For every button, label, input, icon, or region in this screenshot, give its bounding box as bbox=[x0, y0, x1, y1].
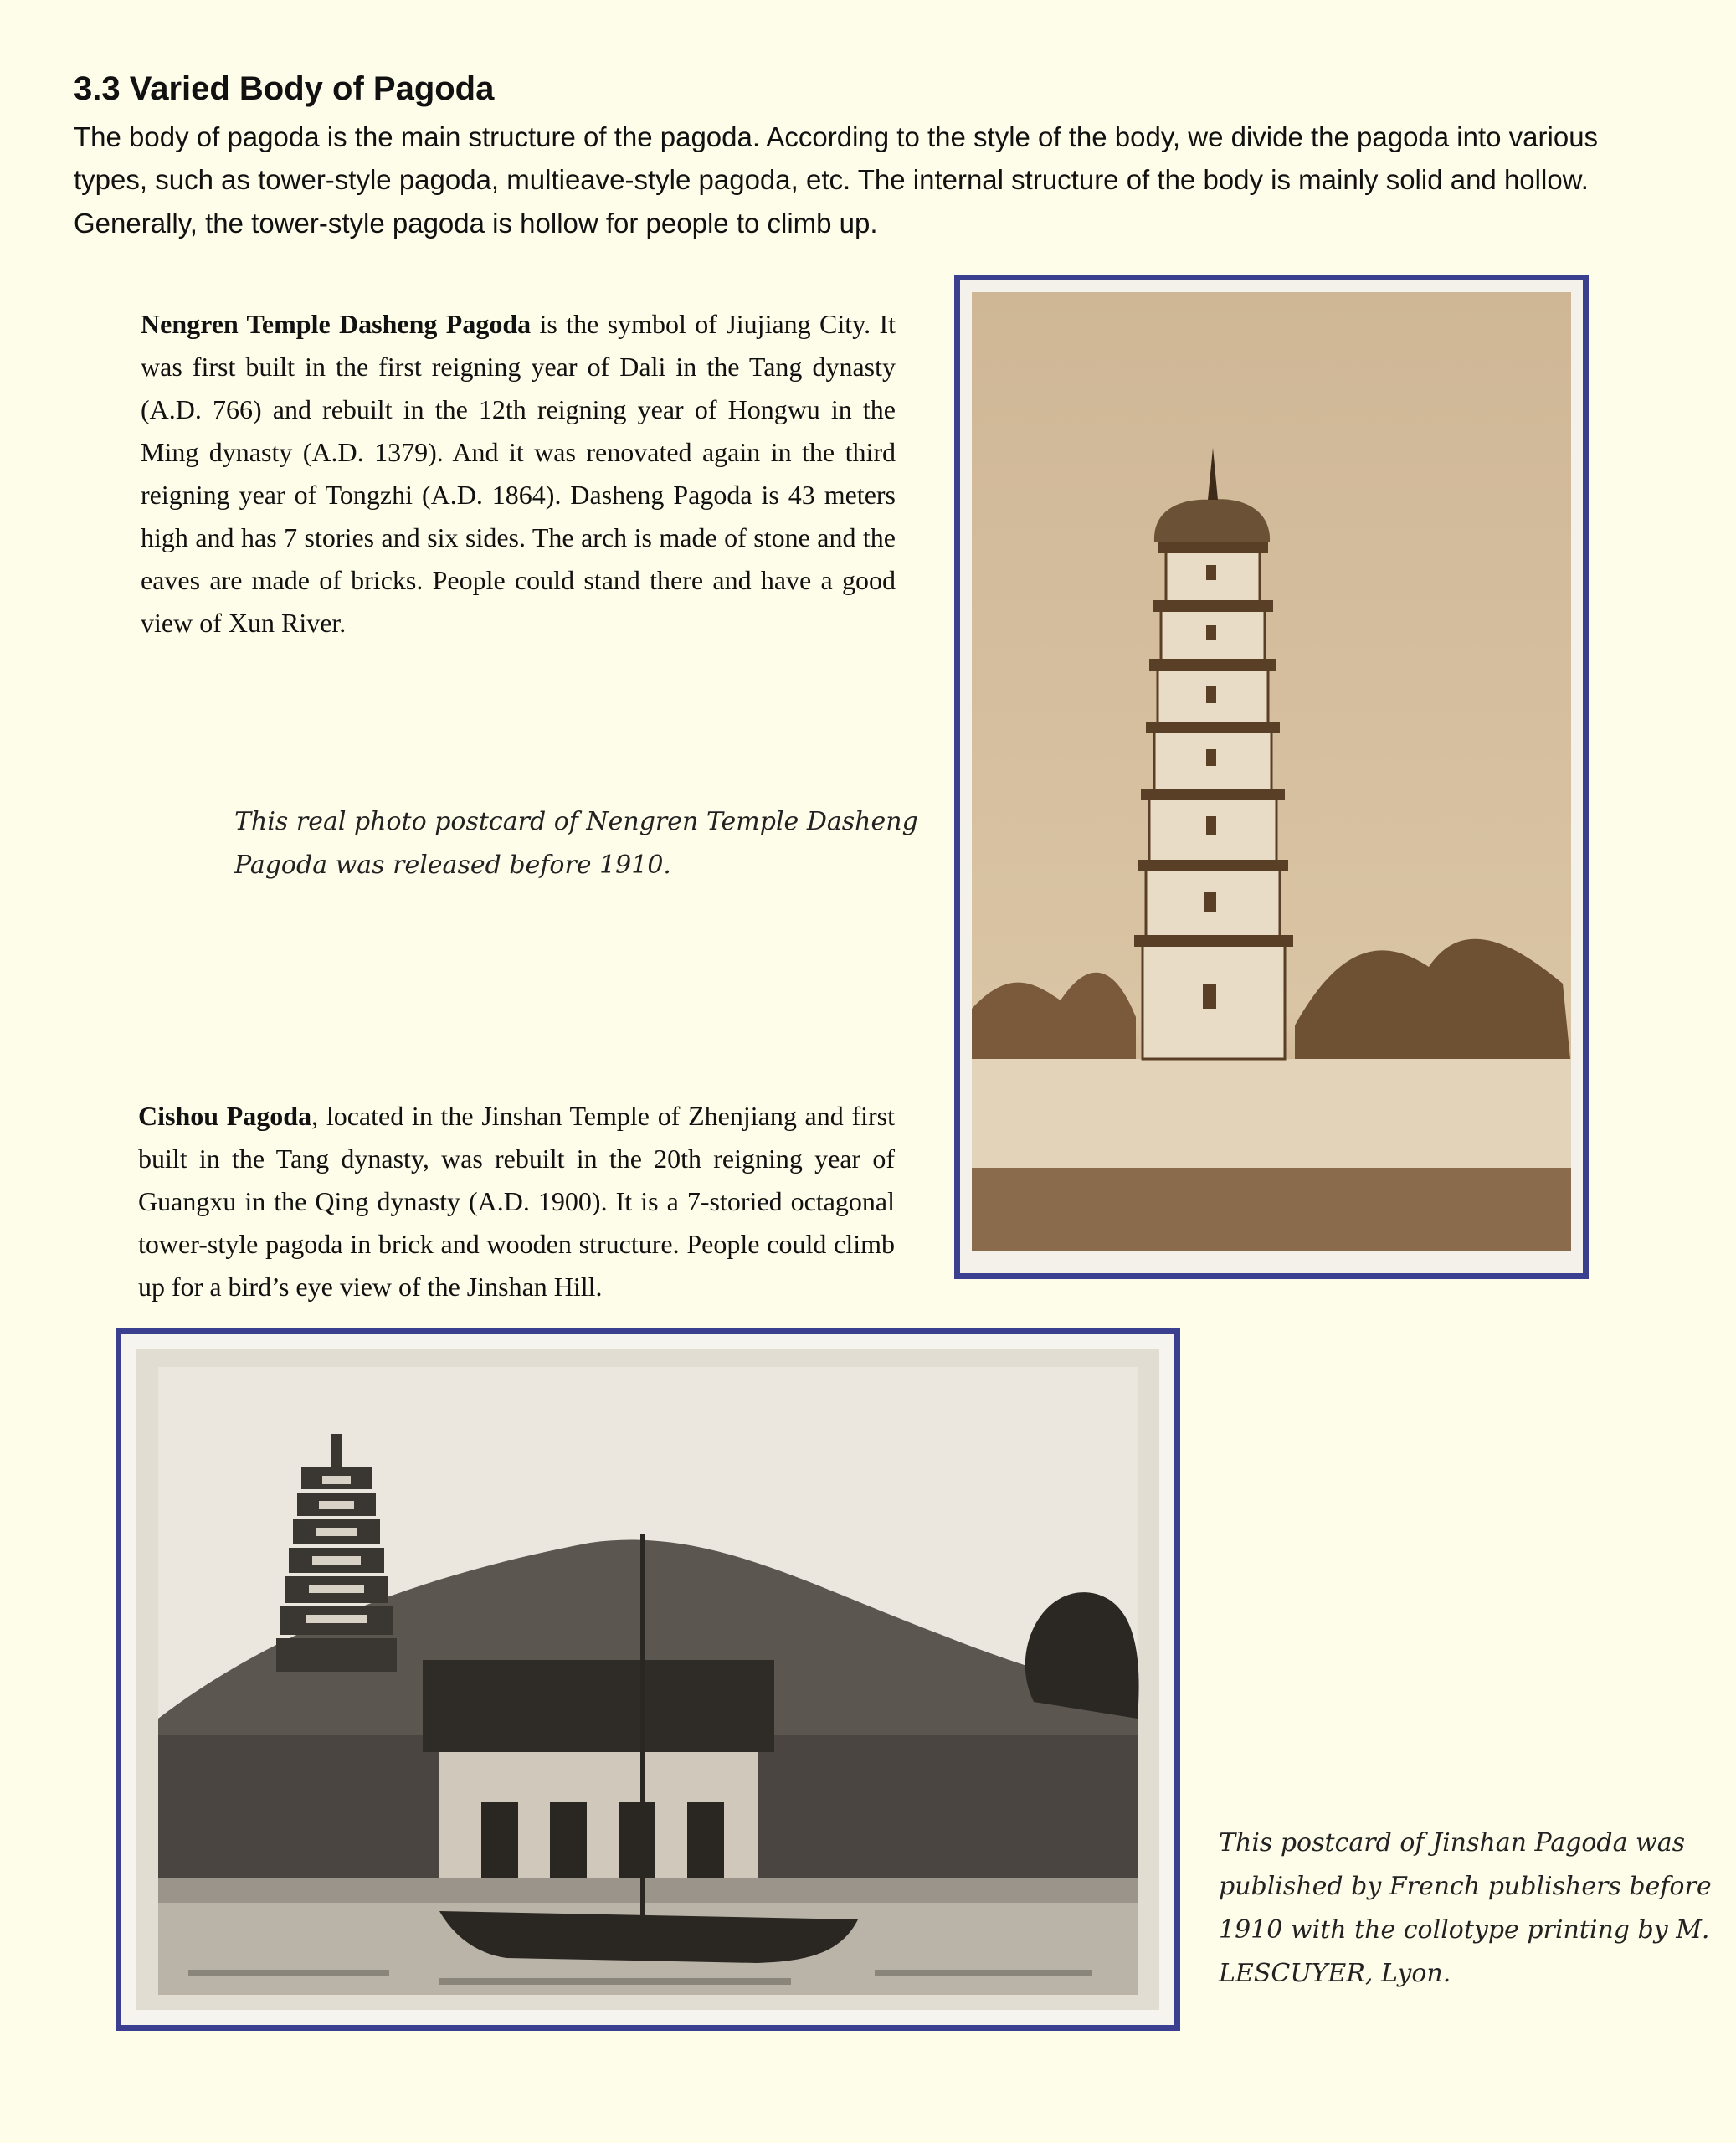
dasheng-caption-line: Pagoda was released before 1910. bbox=[234, 851, 671, 880]
jinshan-caption bbox=[1219, 1822, 1712, 1996]
dasheng-paragraph bbox=[141, 303, 896, 645]
cishou-name: Cishou Pagoda bbox=[138, 1101, 312, 1131]
dasheng-text: is the symbol of Jiujiang City. It was first built in the first reigning year of Dali in the Tang dynasty (A.D. 766) and rebuilt in the 12th reigning year of Hongwu in the Ming dynasty (A.D. 1379). And it was renovated again in the third reigning year of Tongzhi (A.D. 1864). Dasheng Pagoda is 43 meters high and has 7 stories and six sides. The arch is made of stone and the eaves are made of bricks. People could stand there and have a good view of Xun River. bbox=[141, 309, 896, 638]
intro-paragraph: The body of pagoda is the main structure of the pagoda. According to the style of the body, we divide the pagoda into various types, such as tower-style pagoda, multieave-style pagoda, etc. The internal structure of the body is mainly solid and hollow. Generally, the tower-style pagoda is hollow for people to climb up. bbox=[74, 121, 1599, 239]
jinshan-caption-line: LESCUYER, Lyon. bbox=[1219, 1959, 1451, 1988]
cishou-text: , located in the Jinshan Temple of Zhenjiang and first built in the Tang dynasty, was rebuilt in the 20th reigning year of Guangxu in the Qing dynasty (A.D. 1900). It is a 7-storied octagonal tower-style pagoda in brick and wooden structure. People could climb up for a bird’s eye view of the Jinshan Hill. bbox=[138, 1101, 896, 1302]
dasheng-caption-line: This real photo postcard of Nengren Temple Dasheng bbox=[234, 807, 918, 836]
jinshan-postcard-photo bbox=[116, 1328, 1180, 2031]
section-title: 3.3 Varied Body of Pagoda bbox=[74, 70, 495, 107]
jinshan-pagoda-image bbox=[121, 1334, 1174, 2025]
dasheng-caption bbox=[234, 800, 918, 887]
dasheng-name: Nengren Temple Dasheng Pagoda bbox=[141, 309, 532, 339]
jinshan-caption-line: 1910 with the collotype printing by M. bbox=[1219, 1915, 1710, 1945]
dasheng-pagoda-image bbox=[960, 280, 1583, 1273]
jinshan-caption-line: published by French publishers before bbox=[1219, 1872, 1712, 1901]
dasheng-postcard-photo bbox=[954, 275, 1589, 1279]
cishou-paragraph bbox=[138, 1095, 895, 1308]
jinshan-caption-line: This postcard of Jinshan Pagoda was bbox=[1219, 1828, 1686, 1858]
